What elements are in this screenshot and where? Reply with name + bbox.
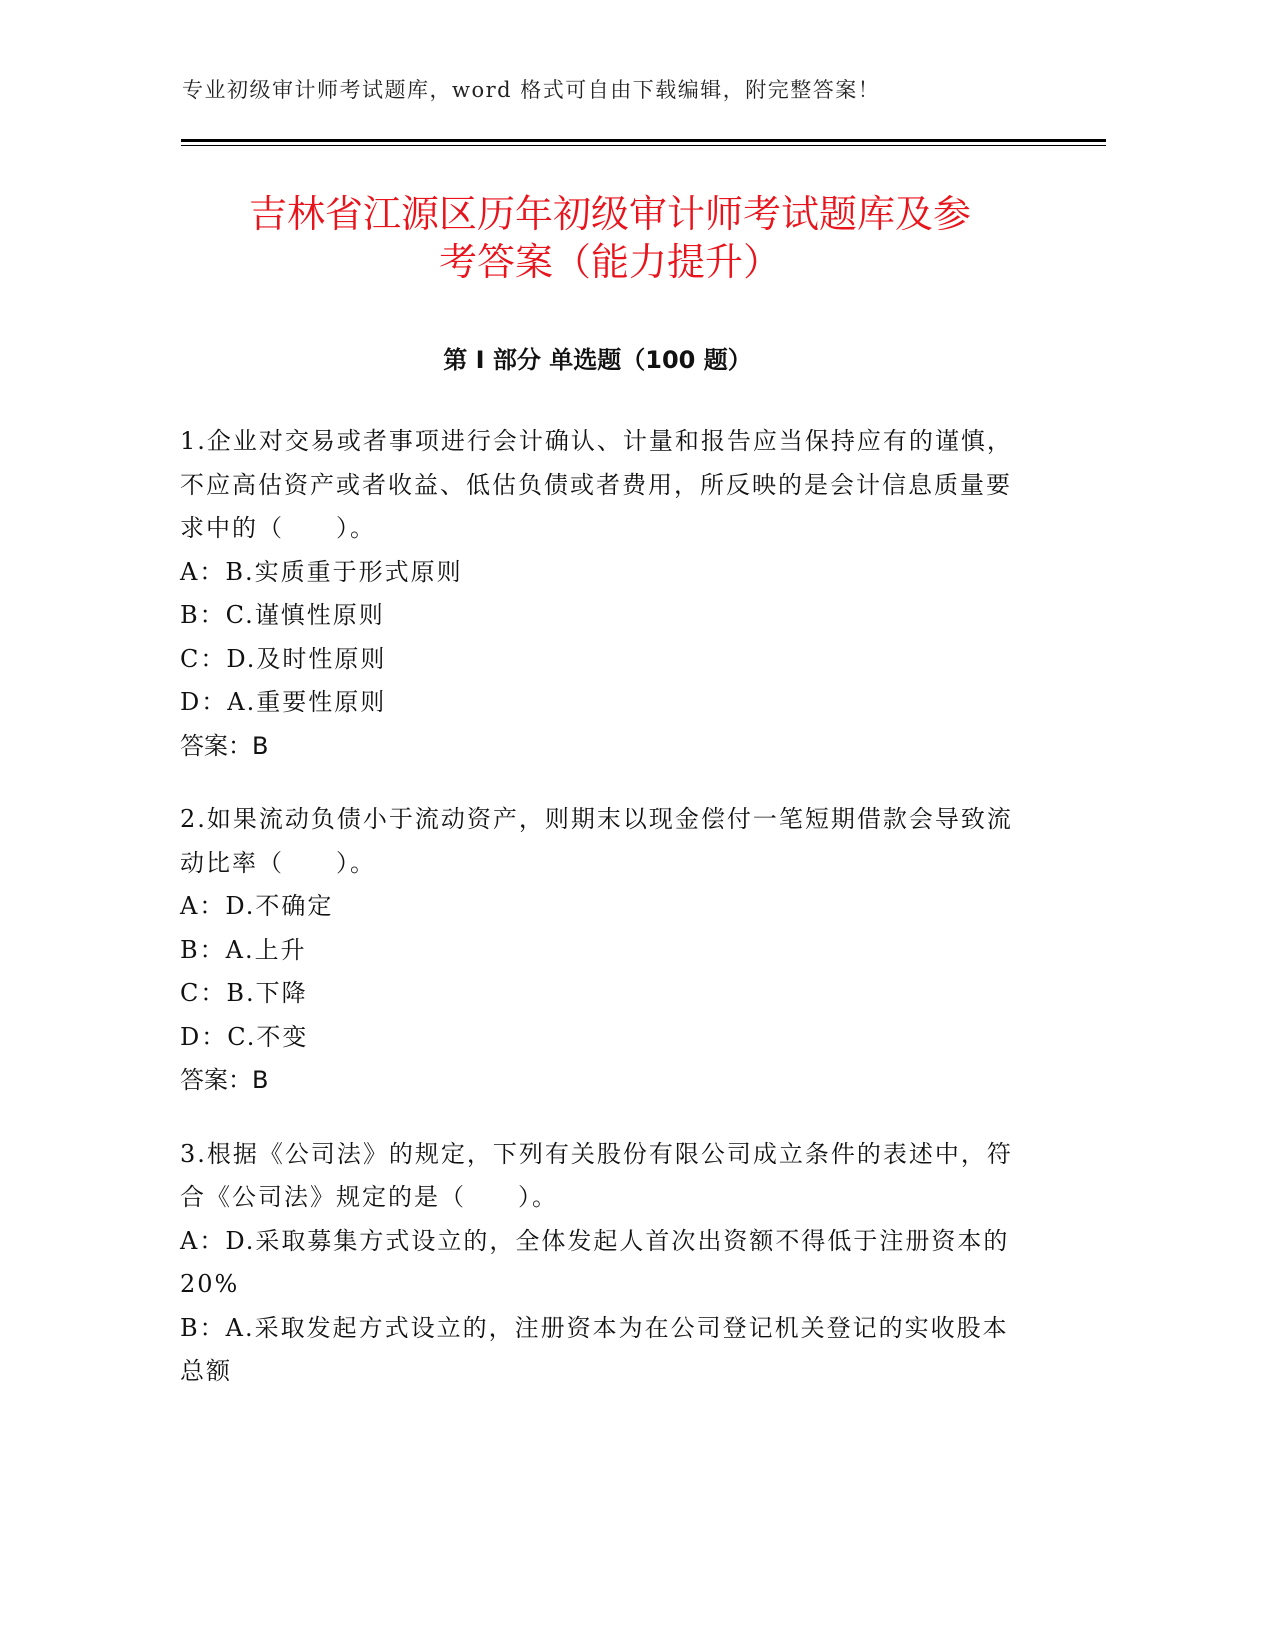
question-stem: 3.根据《公司法》的规定，下列有关股份有限公司成立条件的表述中，符合《公司法》规定的是（ ）。 (180, 1139, 1013, 1211)
option-d: D：A.重要性原则 (180, 688, 387, 716)
answer-line: 答案：B (180, 1066, 269, 1094)
question-2 (180, 798, 1030, 1103)
question-stem: 2.如果流动负债小于流动资产，则期末以现金偿付一笔短期借款会导致流动比率（ ）。 (180, 805, 1013, 877)
page-header: 专业初级审计师考试题库，word 格式可自由下载编辑，附完整答案！ (182, 78, 881, 102)
question-1 (180, 420, 1030, 768)
option-b: B：A.上升 (180, 935, 307, 964)
question-3 (180, 1133, 1030, 1394)
document-title (170, 190, 1050, 286)
document-title-line-1: 吉林省江源区历年初级审计师考试题库及参 (248, 192, 971, 236)
header-rule-thin (181, 145, 1106, 146)
option-c: C：B.下降 (180, 979, 308, 1007)
option-d: D：C.不变 (180, 1022, 309, 1051)
option-c: C：D.及时性原则 (180, 644, 387, 673)
section-title: 第 I 部分 单选题（100 题） (443, 346, 752, 374)
question-list (180, 420, 1030, 1424)
option-a: A：B.实质重于形式原则 (180, 557, 463, 586)
option-b: B：A.采取发起方式设立的，注册资本为在公司登记机关登记的实收股本总额 (180, 1313, 1009, 1385)
option-a: A：D.不确定 (180, 892, 334, 920)
option-b: B：C.谨慎性原则 (180, 601, 385, 629)
document-title-line-2: 考答案（能力提升） (438, 240, 781, 284)
option-a: A：D.采取募集方式设立的，全体发起人首次出资额不得低于注册资本的 20% (180, 1226, 1010, 1298)
header-rule-thick (181, 139, 1106, 142)
answer-line: 答案：B (180, 731, 269, 760)
question-stem: 1.企业对交易或者事项进行会计确认、计量和报告应当保持应有的谨慎，不应高估资产或者收益、低估负债或者费用，所反映的是会计信息质量要求中的（ ）。 (180, 427, 1013, 542)
